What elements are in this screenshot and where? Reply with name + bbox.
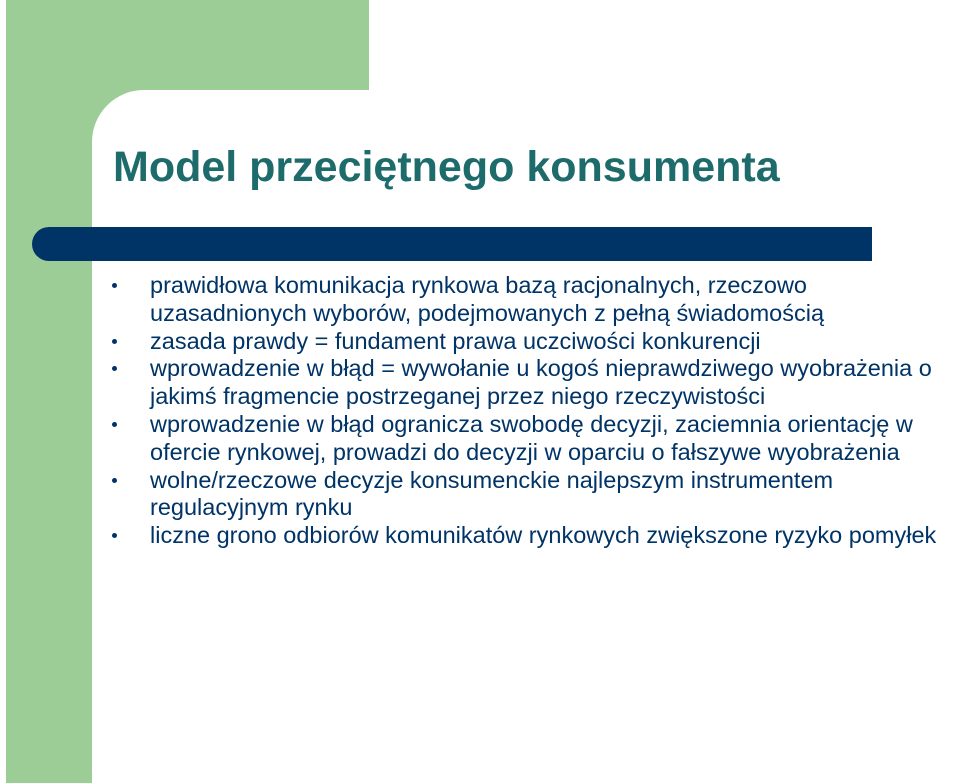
bullet-icon [112, 283, 117, 288]
bullet-text: liczne grono odbiorów komunikatów rynkowych zwiększone ryzyko pomyłek [150, 522, 937, 549]
list-item [112, 328, 952, 356]
bullet-icon [112, 339, 117, 344]
list-item [112, 355, 952, 411]
bullet-list [112, 272, 952, 550]
title-underline-bar [32, 227, 872, 261]
bullet-text: zasada prawdy = fundament prawa uczciwości konkurencji [150, 327, 761, 354]
list-item [112, 411, 952, 467]
bullet-icon [112, 478, 117, 483]
bullet-icon [112, 422, 117, 427]
bullet-text: prawidłowa komunikacja rynkowa bazą racjonalnych, rzeczowo uzasadnionych wyborów, podejmowanych z pełną świadomością [150, 272, 825, 326]
bullet-text: wolne/rzeczowe decyzje konsumenckie najlepszym instrumentem regulacyjnym rynku [150, 466, 834, 521]
bullet-icon [112, 533, 117, 538]
bullet-text: wprowadzenie w błąd = wywołanie u kogoś nieprawdziwego wyobrażenia o jakimś fragmencie postrzeganej przez niego rzeczywistości [150, 355, 932, 410]
list-item [112, 467, 952, 523]
slide-title: Model przeciętnego konsumenta [113, 143, 780, 191]
bullet-icon [112, 366, 117, 371]
bullet-text: wprowadzenie w błąd ogranicza swobodę decyzji, zaciemnia orientację w ofercie rynkowej, prowadzi do decyzji w oparciu o fałszywe wyobrażenia [150, 410, 913, 465]
list-item [112, 272, 952, 328]
list-item [112, 522, 952, 550]
